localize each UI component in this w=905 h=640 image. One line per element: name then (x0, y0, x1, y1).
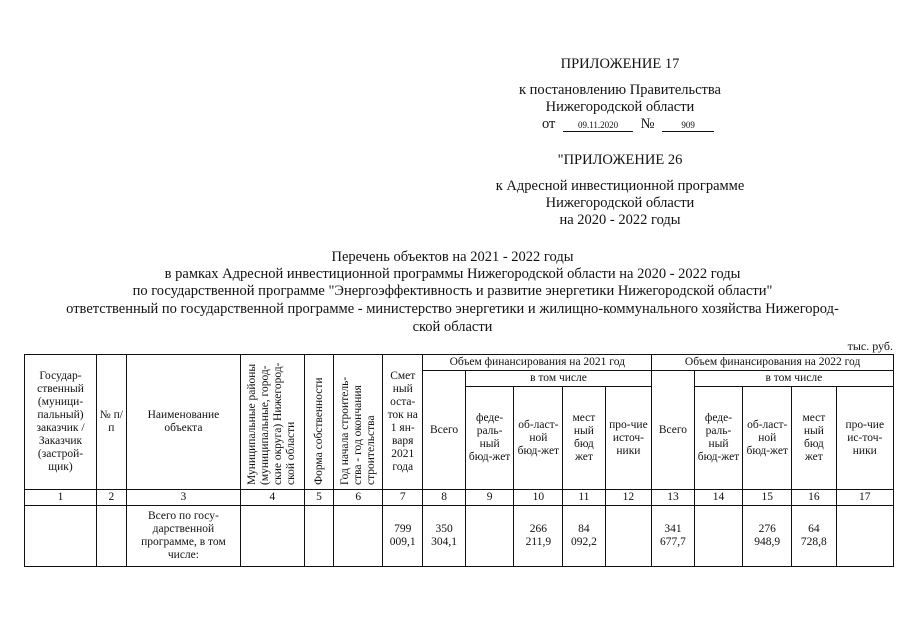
appendix-17-title: ПРИЛОЖЕНИЕ 17 (560, 56, 680, 72)
document-date: 09.11.2020 (563, 120, 633, 132)
appendix-26-title: "ПРИЛОЖЕНИЕ 26 (557, 152, 683, 168)
col-num: 4 (241, 490, 305, 506)
from-label: от (542, 116, 556, 132)
header-incl-2021: в том числе (465, 371, 652, 387)
header-incl-2022: в том числе (694, 371, 893, 387)
cell-years (334, 506, 383, 567)
header-number: № п/п (97, 355, 127, 490)
header-other-2021: про-чие источ-ники (605, 387, 652, 490)
appendix-26-line1: к Адресной инвестиционной программе (495, 178, 745, 194)
col-num: 9 (465, 490, 514, 506)
appendix-17-line2: Нижегородской области (545, 99, 695, 115)
header-regional-2022: об-ласт-ной бюд-жет (743, 387, 792, 490)
header-total-2021: Всего (423, 371, 465, 490)
header-local-2022: мест ный бюд жет (792, 387, 837, 490)
number-sign: № (640, 116, 655, 132)
col-num: 12 (605, 490, 652, 506)
cell-other-2021 (605, 506, 652, 567)
col-num: 6 (334, 490, 383, 506)
cell-local-2022: 64 728,8 (792, 506, 837, 567)
cell-other-2022 (836, 506, 893, 567)
heading-line2: в рамках Адресной инвестиционной программы Нижегородской области на 2020 - 2022 годы (164, 266, 741, 282)
cell-regional-2022: 276 948,9 (743, 506, 792, 567)
col-num: 14 (694, 490, 743, 506)
document-number: 909 (662, 120, 714, 132)
header-municipal-districts-text: Муниципальные районы (муниципальные, город-ские округа) Нижегород-ской области (246, 362, 298, 485)
col-num: 7 (383, 490, 423, 506)
header-total-2022: Всего (652, 371, 694, 490)
header-municipal-districts (241, 355, 305, 490)
appendix-26-line2: Нижегородской области (545, 195, 695, 211)
heading-line5: ской области (412, 319, 493, 335)
heading-line4: ответственный по государственной программе - министерство энергетики и жилищно-коммунального хозяйства Нижегород- (66, 301, 839, 317)
cell-total-2021: 350 304,1 (423, 506, 465, 567)
col-num: 5 (304, 490, 334, 506)
col-num: 17 (836, 490, 893, 506)
col-num: 3 (126, 490, 240, 506)
column-number-row (25, 490, 894, 506)
cell-local-2021: 84 092,2 (563, 506, 605, 567)
heading-line1: Перечень объектов на 2021 - 2022 годы (331, 249, 574, 265)
appendix-26-line3: на 2020 - 2022 годы (559, 212, 681, 228)
col-num: 13 (652, 490, 694, 506)
cell-number (97, 506, 127, 567)
header-local-2021: мест ный бюд жет (563, 387, 605, 490)
col-num: 11 (563, 490, 605, 506)
appendix-17-line1: к постановлению Правительства (519, 82, 721, 98)
header-ownership (304, 355, 334, 490)
cell-districts (241, 506, 305, 567)
units-label: тыс. руб. (847, 339, 893, 353)
appendix-17-date-line (542, 116, 714, 133)
col-num: 8 (423, 490, 465, 506)
header-estimate-balance: Смет ный оста-ток на 1 ян-варя 2021 года (383, 355, 423, 490)
header-row-1 (25, 355, 894, 371)
header-construction-years (334, 355, 383, 490)
header-fin-2022: Объем финансирования на 2022 год (652, 355, 894, 371)
header-regional-2021: об-ласт-ной бюд-жет (514, 387, 563, 490)
header-federal-2022: феде-раль-ный бюд-жет (694, 387, 743, 490)
col-num: 1 (25, 490, 97, 506)
header-fin-2021: Объем финансирования на 2021 год (423, 355, 652, 371)
col-num: 2 (97, 490, 127, 506)
header-ownership-text: Форма собственности (312, 377, 325, 485)
cell-object-name: Всего по госу-дарственной программе, в том числе: (126, 506, 240, 567)
header-other-2022: про-чие ис-точ-ники (836, 387, 893, 490)
col-num: 16 (792, 490, 837, 506)
header-object-name: Наименование объекта (126, 355, 240, 490)
col-num: 15 (743, 490, 792, 506)
cell-estimate: 799 009,1 (383, 506, 423, 567)
cell-customer (25, 506, 97, 567)
cell-total-2022: 341 677,7 (652, 506, 694, 567)
header-construction-years-text: Год начала строитель-ства - год окончания строительства (338, 376, 377, 485)
table-row (25, 506, 894, 567)
heading-line3: по государственной программе "Энергоэффективность и развитие энергетики Нижегородской области" (132, 283, 773, 299)
cell-federal-2021 (465, 506, 514, 567)
header-federal-2021: феде-раль-ный бюд-жет (465, 387, 514, 490)
cell-ownership (304, 506, 334, 567)
header-customer: Государ-ственный (муници-пальный) заказчик / Заказчик (застрой-щик) (25, 355, 97, 490)
col-num: 10 (514, 490, 563, 506)
objects-table (24, 354, 894, 567)
cell-federal-2022 (694, 506, 743, 567)
cell-regional-2021: 266 211,9 (514, 506, 563, 567)
